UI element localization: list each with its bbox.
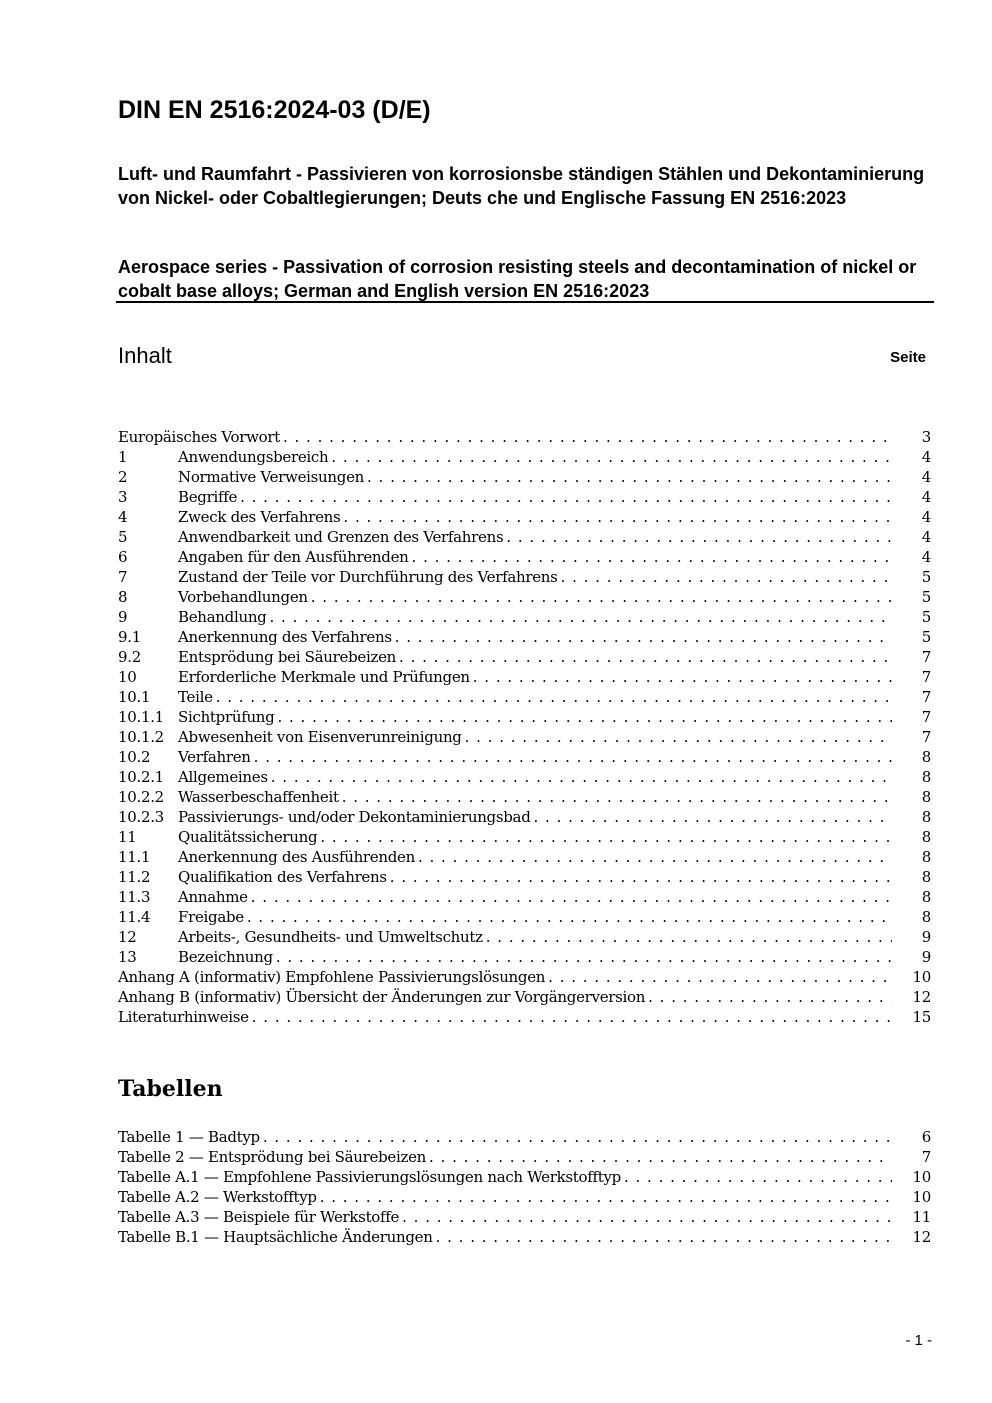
- toc-entry-page: 4: [921, 448, 931, 466]
- page-number: - 1 -: [905, 1332, 932, 1349]
- toc-entry[interactable]: [118, 547, 931, 567]
- toc-entry[interactable]: [118, 867, 931, 887]
- toc-entry-title: Behandlung: [178, 608, 267, 626]
- toc-entry-number: 11.2: [118, 868, 151, 886]
- toc-entry-title: Abwesenheit von Eisenverunreinigung: [178, 728, 462, 746]
- toc-entry-page: 7: [921, 728, 931, 746]
- toc-entry-number: 12: [118, 928, 137, 946]
- toc-entry-title: Anhang A (informativ) Empfohlene Passivierungslösungen: [118, 968, 546, 986]
- toc-entry-number: 10.1.2: [118, 728, 164, 746]
- toc-entry-page: 12: [912, 988, 931, 1006]
- toc-entry-page: 5: [921, 628, 931, 646]
- document-title: DIN EN 2516:2024-03 (D/E): [118, 96, 431, 124]
- toc-entry-number: 9.2: [118, 648, 141, 666]
- toc-entry-title: Sichtprüfung: [178, 708, 275, 726]
- toc-entry-number: 11: [118, 828, 137, 846]
- toc-dot-leader: [311, 587, 892, 607]
- toc-entry-title: Normative Verweisungen: [178, 468, 365, 486]
- toc-dot-leader: [342, 787, 892, 807]
- toc-entry[interactable]: [118, 827, 931, 847]
- toc-dot-leader: [561, 567, 892, 587]
- title-divider: [116, 301, 934, 303]
- toc-entry[interactable]: [118, 747, 931, 767]
- toc-entry-number: 10.1: [118, 688, 151, 706]
- toc-entry-title: Literaturhinweise: [118, 1008, 249, 1026]
- toc-dot-leader: [216, 687, 892, 707]
- toc-entry-page: 4: [921, 528, 931, 546]
- toc-entry-title: Anerkennung des Verfahrens: [178, 628, 392, 646]
- toc-entry-number: 11.4: [118, 908, 151, 926]
- toc-dot-leader: [251, 887, 892, 907]
- toc-entry-page: 5: [921, 588, 931, 606]
- toc-entry[interactable]: [118, 467, 931, 487]
- toc-entry-page: 4: [921, 488, 931, 506]
- toc-entry-title: Anhang B (informativ) Übersicht der Änderungen zur Vorgängerversion: [118, 988, 646, 1006]
- toc-entry-page: 15: [912, 1008, 931, 1026]
- toc-entry-page: 4: [921, 508, 931, 526]
- toc-entry-number: 10.2.2: [118, 788, 164, 806]
- toc-entry[interactable]: [118, 987, 931, 1007]
- toc-entry[interactable]: [118, 647, 931, 667]
- subtitle-german: Luft- und Raumfahrt - Passivieren von korrosionsbe ständigen Stählen und Dekontaminierung von Nickel- oder Cobaltlegierungen; Deuts che und Englische Fassung EN 2516:2023: [118, 164, 925, 208]
- toc-entry-title: Qualitätssicherung: [178, 828, 318, 846]
- toc-entry[interactable]: [118, 507, 931, 527]
- toc-entry-title: Tabelle 1 — Badtyp: [118, 1128, 260, 1146]
- toc-entry[interactable]: [118, 487, 931, 507]
- toc-entry[interactable]: [118, 947, 931, 967]
- toc-dot-leader: [343, 507, 892, 527]
- toc-entry[interactable]: [118, 667, 931, 687]
- toc-dot-leader: [465, 727, 892, 747]
- table-list-entry[interactable]: [118, 1127, 931, 1147]
- toc-dot-leader: [429, 1147, 892, 1167]
- toc-dot-leader: [270, 607, 893, 627]
- toc-entry[interactable]: [118, 887, 931, 907]
- toc-entry-title: Wasserbeschaffenheit: [178, 788, 339, 806]
- toc-entry-title: Bezeichnung: [178, 948, 273, 966]
- toc-entry[interactable]: [118, 1007, 931, 1027]
- toc-entry-title: Tabelle B.1 — Hauptsächliche Änderungen: [118, 1228, 433, 1246]
- toc-entry-page: 7: [921, 668, 931, 686]
- toc-entry-title: Angaben für den Ausführenden: [178, 548, 409, 566]
- toc-entry-title: Vorbehandlungen: [178, 588, 308, 606]
- toc-entry[interactable]: [118, 767, 931, 787]
- toc-entry-title: Tabelle A.1 — Empfohlene Passivierungslösungen nach Werkstofftyp: [118, 1168, 621, 1186]
- table-list-entry[interactable]: [118, 1187, 931, 1207]
- toc-dot-leader: [331, 447, 892, 467]
- toc-entry[interactable]: [118, 787, 931, 807]
- toc-dot-leader: [624, 1167, 892, 1187]
- toc-dot-leader: [283, 427, 892, 447]
- toc-entry-title: Begriffe: [178, 488, 238, 506]
- toc-entry-title: Europäisches Vorwort: [118, 428, 280, 446]
- toc-dot-leader: [271, 767, 892, 787]
- toc-entry-page: 11: [912, 1208, 931, 1226]
- toc-entry-page: 8: [921, 788, 931, 806]
- toc-entry[interactable]: [118, 447, 931, 467]
- toc-entry[interactable]: [118, 587, 931, 607]
- toc-entry[interactable]: [118, 707, 931, 727]
- toc-entry-number: 10.2.3: [118, 808, 164, 826]
- toc-entry-page: 10: [912, 1168, 931, 1186]
- toc-entry-page: 8: [921, 868, 931, 886]
- toc-entry[interactable]: [118, 627, 931, 647]
- toc-dot-leader: [486, 927, 892, 947]
- toc-entry-page: 9: [921, 928, 931, 946]
- toc-entry-number: 2: [118, 468, 128, 486]
- toc-dot-leader: [367, 467, 892, 487]
- toc-entry-title: Allgemeines: [178, 768, 268, 786]
- toc-entry-page: 8: [921, 888, 931, 906]
- toc-entry[interactable]: [118, 567, 931, 587]
- toc-entry-title: Freigabe: [178, 908, 244, 926]
- toc-entry-number: 3: [118, 488, 128, 506]
- toc-entry-title: Zweck des Verfahrens: [178, 508, 341, 526]
- toc-dot-leader: [418, 847, 892, 867]
- toc-entry-title: Tabelle A.2 — Werkstofftyp: [118, 1188, 317, 1206]
- toc-dot-leader: [402, 1207, 892, 1227]
- toc-entry-page: 12: [912, 1228, 931, 1246]
- table-list-entry[interactable]: [118, 1227, 931, 1247]
- toc-dot-leader: [320, 827, 892, 847]
- toc-entry-number: 4: [118, 508, 128, 526]
- toc-entry[interactable]: [118, 607, 931, 627]
- toc-entry-title: Tabelle 2 — Entsprödung bei Säurebeizen: [118, 1148, 427, 1166]
- toc-dot-leader: [390, 867, 892, 887]
- toc-dot-leader: [240, 487, 892, 507]
- toc-entry[interactable]: [118, 527, 931, 547]
- toc-dot-leader: [436, 1227, 892, 1247]
- toc-dot-leader: [263, 1127, 892, 1147]
- toc-entry-number: 5: [118, 528, 128, 546]
- toc-entry-title: Anerkennung des Ausführenden: [178, 848, 415, 866]
- toc-entry-page: 8: [921, 908, 931, 926]
- contents-heading: Inhalt: [118, 343, 172, 368]
- toc-entry-page: 10: [912, 968, 931, 986]
- toc-entry-title: Arbeits-, Gesundheits- und Umweltschutz: [178, 928, 483, 946]
- toc-entry-page: 4: [921, 548, 931, 566]
- toc-entry-title: Teile: [178, 688, 213, 706]
- toc-entry-page: 8: [921, 828, 931, 846]
- toc-entry-page: 6: [921, 1128, 931, 1146]
- toc-entry-page: 5: [921, 608, 931, 626]
- toc-entry-page: 7: [921, 1148, 931, 1166]
- toc-entry-number: 10.2.1: [118, 768, 164, 786]
- toc-entry[interactable]: [118, 727, 931, 747]
- toc-dot-leader: [320, 1187, 892, 1207]
- table-of-contents: [118, 427, 931, 1027]
- toc-entry[interactable]: [118, 967, 931, 987]
- toc-entry-page: 5: [921, 568, 931, 586]
- toc-entry-number: 10.2: [118, 748, 151, 766]
- toc-entry-page: 9: [921, 948, 931, 966]
- toc-dot-leader: [276, 947, 892, 967]
- toc-entry[interactable]: [118, 907, 931, 927]
- toc-dot-leader: [247, 907, 892, 927]
- list-of-tables: [118, 1127, 931, 1247]
- toc-entry-title: Tabelle A.3 — Beispiele für Werkstoffe: [118, 1208, 400, 1226]
- toc-dot-leader: [548, 967, 892, 987]
- toc-entry-title: Entsprödung bei Säurebeizen: [178, 648, 397, 666]
- toc-entry-title: Zustand der Teile vor Durchführung des Verfahrens: [178, 568, 558, 586]
- toc-dot-leader: [399, 647, 892, 667]
- toc-entry[interactable]: [118, 847, 931, 867]
- toc-entry[interactable]: [118, 807, 931, 827]
- toc-entry[interactable]: [118, 927, 931, 947]
- page-column-label: Seite: [890, 349, 926, 366]
- toc-dot-leader: [254, 747, 892, 767]
- toc-entry[interactable]: [118, 687, 931, 707]
- toc-dot-leader: [252, 1007, 892, 1027]
- toc-entry-number: 10.1.1: [118, 708, 164, 726]
- toc-entry-page: 4: [921, 468, 931, 486]
- toc-dot-leader: [473, 667, 892, 687]
- toc-entry-page: 7: [921, 708, 931, 726]
- toc-entry-page: 10: [912, 1188, 931, 1206]
- toc-entry-title: Anwendungsbereich: [178, 448, 329, 466]
- toc-entry-page: 3: [921, 428, 931, 446]
- toc-entry-number: 13: [118, 948, 137, 966]
- toc-entry-title: Erforderliche Merkmale und Prüfungen: [178, 668, 470, 686]
- toc-entry-number: 6: [118, 548, 128, 566]
- table-list-entry[interactable]: [118, 1207, 931, 1227]
- toc-entry-title: Verfahren: [178, 748, 251, 766]
- toc-dot-leader: [648, 987, 892, 1007]
- toc-entry-title: Qualifikation des Verfahrens: [178, 868, 387, 886]
- toc-entry-page: 7: [921, 688, 931, 706]
- tables-heading: Tabellen: [118, 1076, 223, 1102]
- toc-dot-leader: [395, 627, 892, 647]
- toc-entry-page: 7: [921, 648, 931, 666]
- toc-dot-leader: [506, 527, 892, 547]
- toc-dot-leader: [277, 707, 892, 727]
- toc-entry-page: 8: [921, 768, 931, 786]
- toc-entry[interactable]: [118, 427, 931, 447]
- table-list-entry[interactable]: [118, 1167, 931, 1187]
- toc-entry-title: Passivierungs- und/oder Dekontaminierungsbad: [178, 808, 531, 826]
- subtitle-english: Aerospace series - Passivation of corrosion resisting steels and decontamination of nickel or cobalt base alloys; German and English version EN 2516:2023: [118, 257, 917, 301]
- toc-entry-number: 11.3: [118, 888, 151, 906]
- toc-entry-number: 7: [118, 568, 128, 586]
- toc-entry-page: 8: [921, 748, 931, 766]
- toc-entry-number: 1: [118, 448, 128, 466]
- toc-entry-title: Anwendbarkeit und Grenzen des Verfahrens: [178, 528, 504, 546]
- toc-entry-title: Annahme: [178, 888, 248, 906]
- toc-entry-number: 10: [118, 668, 137, 686]
- table-list-entry[interactable]: [118, 1147, 931, 1167]
- toc-entry-page: 8: [921, 808, 931, 826]
- toc-entry-number: 9.1: [118, 628, 141, 646]
- toc-entry-number: 11.1: [118, 848, 151, 866]
- toc-dot-leader: [412, 547, 892, 567]
- toc-dot-leader: [534, 807, 892, 827]
- toc-entry-page: 8: [921, 848, 931, 866]
- toc-entry-number: 9: [118, 608, 128, 626]
- toc-entry-number: 8: [118, 588, 128, 606]
